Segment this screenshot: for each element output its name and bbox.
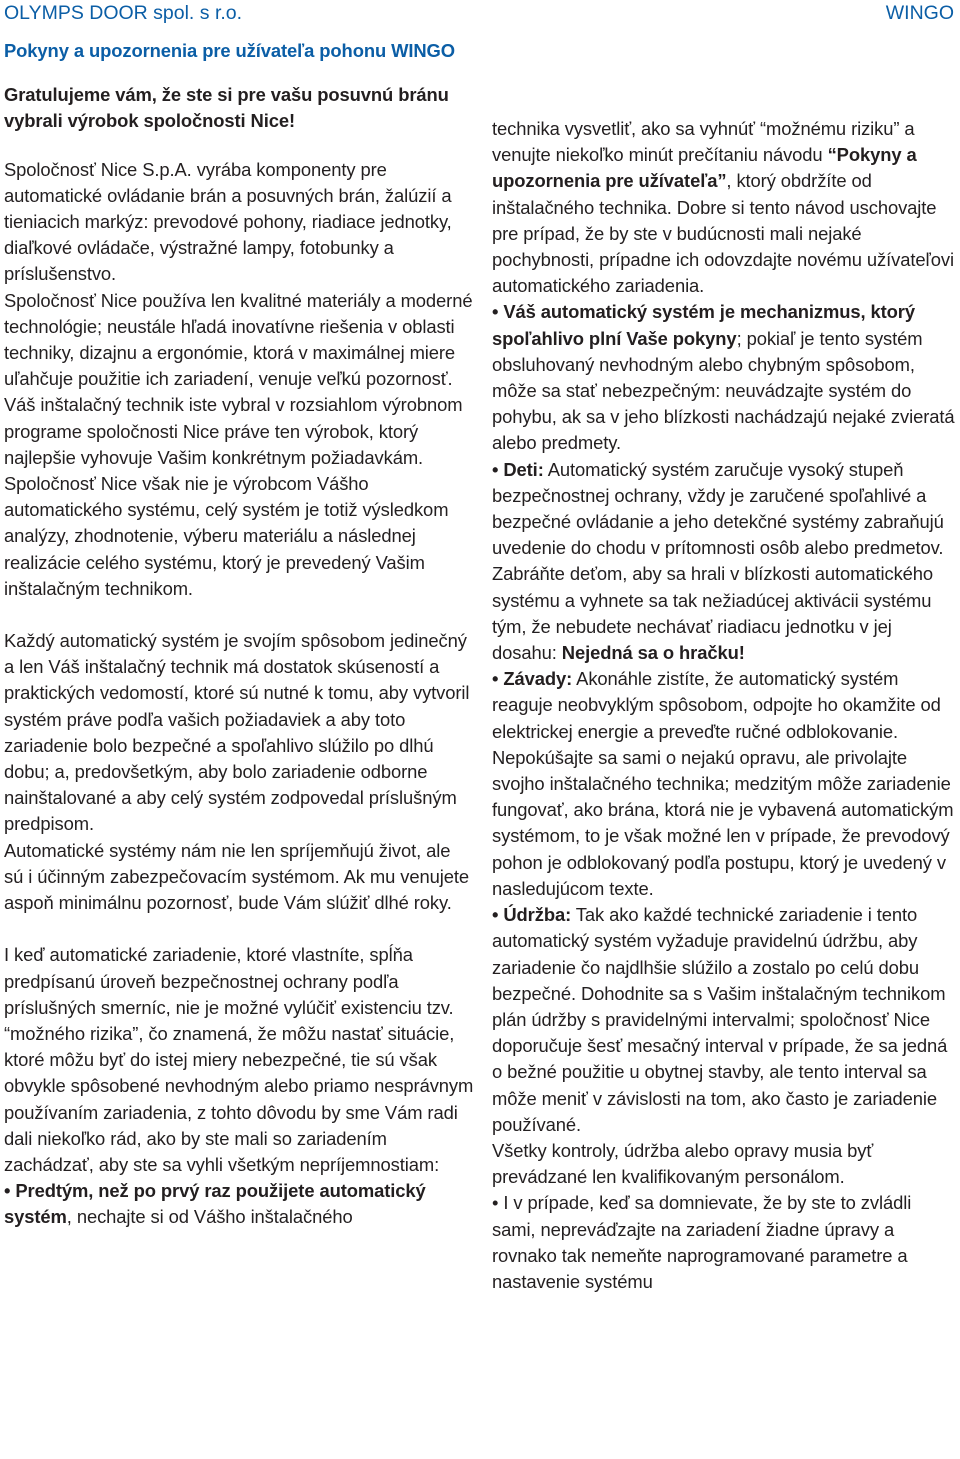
bullet-children-bold: • Deti: [492, 458, 544, 480]
bullet-faults [492, 666, 958, 902]
bullet-children-warning: Nejedná sa o hračku! [561, 642, 745, 664]
bullet-cont-bold: “Pokyny a upozornenia pre užívateľa” [492, 144, 917, 192]
bullet-mechanism-text: ; pokiaľ je tento systém obsluhovaný nevhodným alebo chybným spôsobom, môže sa stať nebezpečným: neuvádzajte systém do pohybu, ak sa v jeho blízkosti nachádzajú nejaké zvieratá alebo predmety. [492, 327, 955, 454]
risk-paragraph: I keď automatické zariadenie, ktoré vlastníte, spĺňa predpísanú úroveň bezpečnostnej ochrany podľa príslušných smerníc, nie je možné vylúčiť existenciu tzv. “možného rizika”, čo znamená, že môžu nastať situácie, ktoré môžu byť do istej miery nebezpečné, tie sú však obvykle spôsobené nevhodným alebo priamo nesprávnym používaním zariadenia, z tohto dôvodu by sme Vám radi dali niekoľko rád, ako by ste mali so zariadením zachádzať, aby ste sa vyhli všetkým nepríjemnostiam: [4, 944, 474, 1175]
benefits-paragraph: Automatické systémy nám nie len spríjemňujú život, ale sú i účinným zabezpečovacím systémom. Ak mu venujete aspoň minimálnu pozornosť, bude Vám slúžiť dlhé roky. [4, 839, 469, 914]
installer-text: Váš inštalačný technik iste vybral v rozsiahlom výrobnom programe spoločnosti Nice práve ten výrobok, ktorý najlepšie vyhovuje Vašim konkrétnym požiadavkám. [4, 394, 463, 468]
uniqueness-paragraph: Každý automatický systém je svojím spôsobom jedinečný a len Váš inštalačný technik má dostatok skúseností a praktických vedomostí, ktoré sú nutné k tomu, aby vytvoril systém práve podľa vašich požiadaviek a aby toto zariadenie bolo bezpečné a spoľahlivo slúžilo po dlhú dobu; a, predovšetkým, aby bolo zariadenie odborne nainštalované a aby celý systém zodpovedal príslušným predpisom. [4, 630, 470, 835]
right-column [492, 116, 958, 1295]
bullet-faults-text: Akonáhle zistíte, že automatický systém reaguje neobvyklým spôsobom, odpojte ho okamžite od elektrickej energie a preveďte ručné odblokovanie. Nepokúšajte sa sami o nejakú opravu, ale privolajte svojho inštalačného technika; medzitým môže zariadenie fungovať, ako brána, ktorá nie je vybavená automatickým systémom, to je však možné len v prípade, že prevodový pohon je odblokovaný podľa postupu, ktorý je uvedený v nasledujúcom texte. [492, 668, 954, 899]
bullet-maintenance-text: Tak ako každé technické zariadenie i tento automatický systém vyžaduje pravidelnú údržbu, aby zariadenie čo najdlhšie slúžilo a zostalo po celú dobu bezpečné. Dohodnite sa s Vašim inštalačným technikom plán údržby s pravidelnými intervalmi; spoločnosť Nice doporučuje šesť mesačný interval v prípade, že sa jedná o bežné použitie u obytnej stavby, ale tento interval sa môže meniť v závislosti na tom, ako často je zariadenie používané. [492, 904, 948, 1135]
manufacturer-paragraph: Spoločnosť Nice však nie je výrobcom Vášho automatického systému, celý systém je totiž výsledkom analýzy, zhodnotenie, výberu materiálu a následnej realizácie celého systému, ktorý je prevedený Vašim inštalačným technikom. [4, 473, 449, 599]
bullet-before-use-continued [492, 116, 958, 299]
greeting-text: Gratulujeme vám, že ste si pre vašu posuvnú bránu vybrali výrobok spoločnosti Nice! [4, 84, 449, 132]
bullet-before-use [4, 1178, 474, 1230]
bullet-maintenance-bold: • Údržba: [492, 904, 572, 926]
bullet-before-use-text: , nechajte si od Vášho inštalačného [66, 1206, 353, 1228]
company-name: OLYMPS DOOR spol. s r.o. [4, 2, 243, 24]
bullet-children-text: Automatický systém zaručuje vysoký stupeň bezpečnostnej ochrany, vždy je zaručené spoľahlivé a bezpečné ovládanie a jeho detekčné systémy zabraňujú uvedenie do chodu v prítomnosti osôb alebo predmetov. Zabráňte deťom, aby sa hrali v blízkosti automatického systému a vyhnete sa tak nežiadúcej aktivácii systému tým, že nebudete nechávať riadiacu jednotku v jej dosahu: [492, 458, 944, 664]
bullet-faults-bold: • Závady: [492, 668, 573, 690]
left-column [4, 38, 474, 1231]
intro-paragraph: Spoločnosť Nice S.p.A. vyrába komponenty pre automatické ovládanie brán a posuvných brán, žalúzií a tieniacich markýz: prevodové pohony, riadiace jednotky, diaľkové ovládače, výstražné lampy, fotobunky a príslušenstvo. [4, 158, 452, 285]
bullet-cont-text-b: , ktorý obdržíte od inštalačného technika. Dobre si tento návod uschovajte pre prípad, že by ste v budúcnosti mali nejaké pochybnosti, prípadne ich odovzdajte novému užívateľovi automatického zariadenia. [492, 170, 954, 297]
bullet-children [492, 457, 958, 667]
bullet-before-use-bold: • Predtým, než po prvý raz použijete automatický systém [4, 1180, 426, 1228]
quality-paragraph [4, 288, 474, 471]
product-name: WINGO [885, 2, 954, 24]
greeting-paragraph [4, 82, 474, 134]
qualified-personnel-paragraph: Všetky kontroly, údržba alebo opravy musia byť prevádzané len kvalifikovaným personálom. [492, 1139, 874, 1188]
bullet-cont-text-a: technika vysvetliť, ako sa vyhnúť “možnému riziku” a venujte niekoľko minút prečítaniu návodu [492, 118, 915, 166]
bullet-maintenance [492, 902, 958, 1138]
bullet-mechanism-bold: • Váš automatický systém je mechanizmus, ktorý spoľahlivo plní Vaše pokyny [492, 301, 915, 349]
quality-text: Spoločnosť Nice používa len kvalitné materiály a moderné technológie; neustále hľadá inovatívne riešenia v oblasti techniky, dizajnu a ergonómie, ktorá v maximálnej miere uľahčuje použitie ich zariadení, venuje veľkú pozornosť. [4, 289, 473, 390]
document-title: Pokyny a upozornenia pre užívateľa pohonu WINGO [4, 40, 455, 61]
bullet-no-modifications: • I v prípade, keď sa domnievate, že by ste to zvládli sami, nepreváďzajte na zariadení žiadne úpravy a rovnako tak nemeňte naprogramované parametre a nastavenie systému [492, 1192, 912, 1292]
bullet-mechanism [492, 299, 958, 456]
